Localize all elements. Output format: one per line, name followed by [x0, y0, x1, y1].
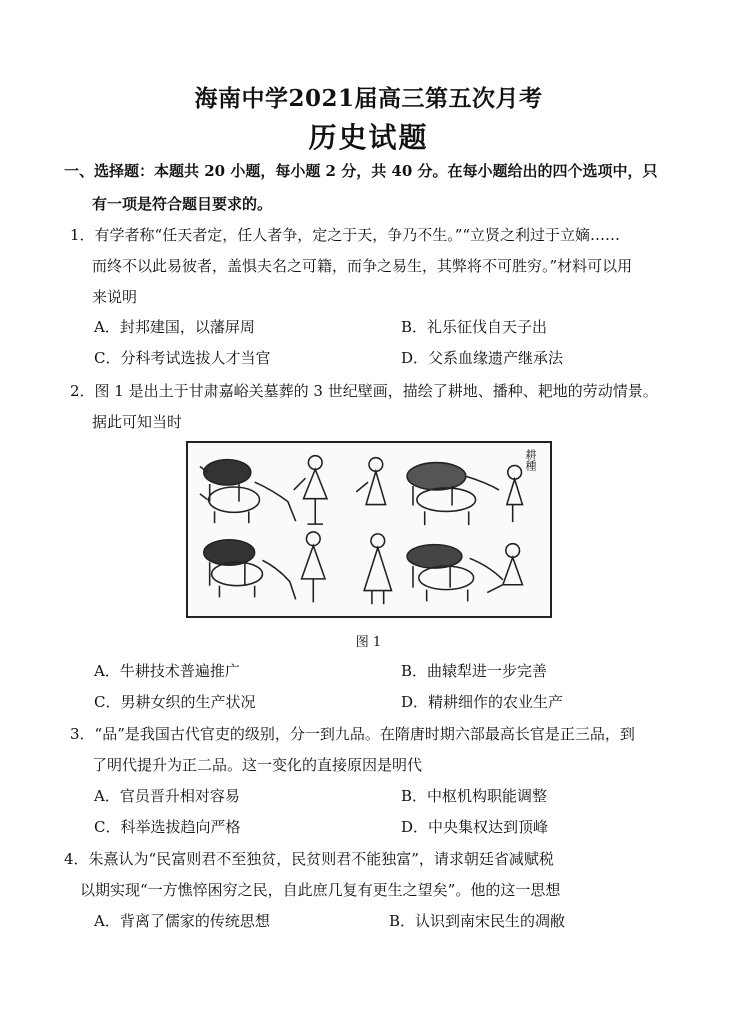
q1-option-a: A．封邦建国，以藩屏周 [94, 318, 255, 336]
q1-option-d: D．父系血缘遗产继承法 [401, 349, 564, 367]
q3-option-d: D．中央集权达到顶峰 [401, 818, 549, 836]
q3-option-b: B．中枢机构职能调整 [401, 787, 548, 805]
q4-stem-line-1: 4．朱熹认为“民富则君不至独贫，民贫则君不能独富”，请求朝廷省减赋税 [64, 850, 554, 868]
exam-subtitle: 历史试题 [308, 121, 429, 154]
q2-option-b: B．曲辕犁进一步完善 [401, 662, 548, 680]
section-instruction-line-2: 有一项是符合题目要求的。 [92, 195, 273, 213]
q3-option-a: A．官员晋升相对容易 [94, 787, 240, 805]
q3-option-c: C．科举选拔趋向严格 [94, 818, 241, 836]
exam-title: 海南中学2021届高三第五次月考 [194, 85, 543, 112]
q1-stem-line-1: 1．有学者称“任天者定，任人者争，定之于天，争乃不生。”“立贤之利过于立嫡…… [70, 226, 621, 244]
q1-option-c: C．分科考试选拔人才当官 [94, 349, 271, 367]
q2-option-c: C．男耕女织的生产状况 [94, 693, 256, 711]
mural-figure [186, 441, 552, 618]
q2-stem-line-2: 据此可知当时 [92, 413, 183, 431]
q2-option-d: D．精耕细作的农业生产 [401, 693, 564, 711]
figure-caption: 图 1 [355, 635, 382, 650]
q2-option-a: A．牛耕技术普遍推广 [94, 662, 240, 680]
q1-stem-line-3: 来说明 [92, 288, 138, 306]
q4-option-b: B．认识到南宋民生的凋敝 [389, 912, 566, 930]
q1-stem-line-2: 而终不以此易彼者，盖惧夫名之可籍，而争之易生，其弊将不可胜穷。”材料可以用 [92, 257, 633, 275]
q3-stem-line-2: 了明代提升为正二品。这一变化的直接原因是明代 [92, 756, 423, 774]
mural-illustration [188, 443, 550, 616]
q4-stem-line-2: 以期实现“一方憔悴困穷之民，自此庶几复有更生之望矣”。他的这一思想 [80, 881, 561, 899]
q4-option-a: A．背离了儒家的传统思想 [94, 912, 270, 930]
q2-stem-line-1: 2．图 1 是出土于甘肃嘉峪关墓葬的 3 世纪壁画，描绘了耕地、播种、耙地的劳动情景。 [70, 382, 658, 400]
q3-stem-line-1: 3．“品”是我国古代官吏的级别，分一到九品。在隋唐时期六部最高长官是正三品，到 [70, 725, 635, 743]
q1-option-b: B．礼乐征伐自天子出 [401, 318, 548, 336]
mural-inscription: 耕種 [524, 449, 537, 471]
section-instruction-line-1: 一、选择题：本题共 20 小题，每小题 2 分，共 40 分。在每小题给出的四个选项中，只 [64, 162, 658, 180]
